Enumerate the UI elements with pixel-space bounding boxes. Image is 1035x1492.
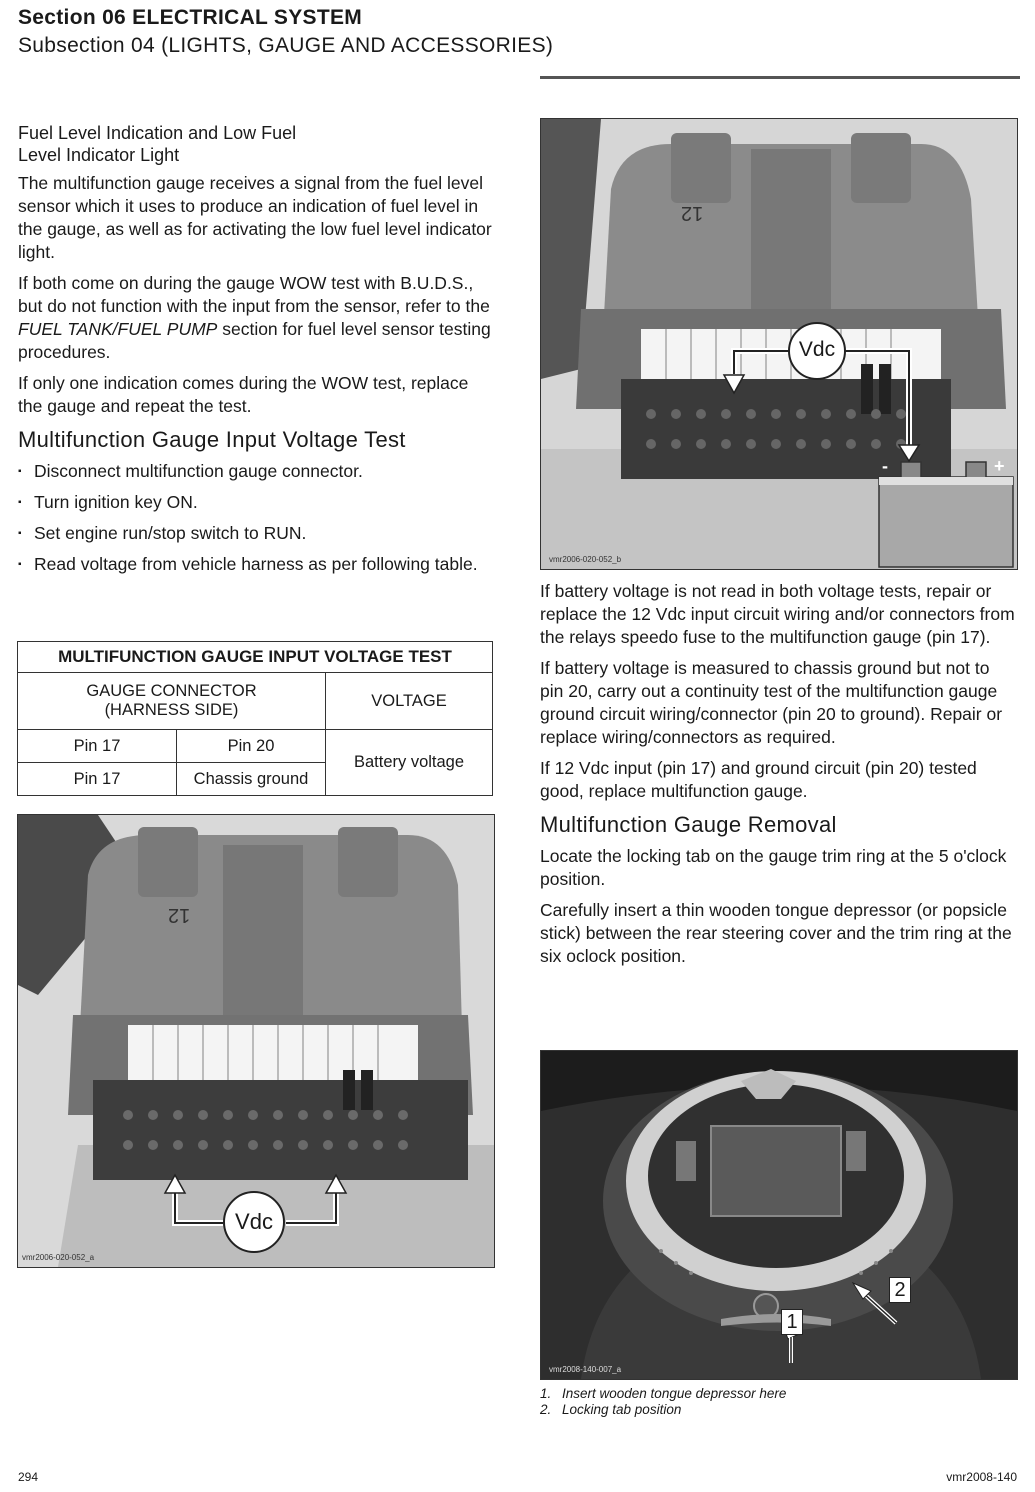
fuel-heading-line1: Fuel Level Indication and Low Fuel [18, 123, 297, 143]
table-header-connector [18, 673, 326, 730]
voltage-test-table [17, 641, 493, 796]
figure-id: vmr2008-140-007_a [549, 1365, 622, 1374]
diagnosis-paragraph-3: If 12 Vdc input (pin 17) and ground circuit (pin 20) tested good, replace multifunction gauge. [540, 758, 977, 801]
connector-photo-figure-b [540, 118, 1018, 570]
step-item: ▪ Turn ignition key ON. [18, 491, 494, 514]
table-cell: Pin 17 [18, 730, 177, 763]
test-steps-list [18, 460, 494, 576]
figure-legend [540, 1386, 786, 1418]
connector-pin-mark: 12 [681, 202, 704, 224]
callout-1: 1 [781, 1309, 803, 1335]
diagnosis-paragraph-1: If battery voltage is not read in both voltage tests, repair or replace the 12 Vdc input circuit wiring and/or connectors from the relays speedo fuse to the multifunction gauge (pin 17). [540, 581, 1015, 647]
gauge-removal-heading: Multifunction Gauge Removal [540, 812, 837, 837]
removal-paragraph-2: Carefully insert a thin wooden tongue depressor (or popsicle stick) between the rear steering cover and the trim ring at the six oclock position. [540, 900, 1012, 966]
legend-text: Locking tab position [562, 1402, 682, 1417]
table-caption: MULTIFUNCTION GAUGE INPUT VOLTAGE TEST [18, 642, 493, 673]
gauge-removal-photo [541, 1051, 1017, 1379]
vdc-label: Vdc [798, 338, 836, 361]
figure-id: vmr2006-020-052_a [22, 1253, 95, 1262]
vdc-label: Vdc [235, 1209, 273, 1234]
fuel-level-heading [18, 122, 494, 166]
callout-2: 2 [889, 1277, 911, 1303]
diagnosis-paragraph-2: If battery voltage is measured to chassis ground but not to pin 20, carry out a continuity test of the multifunction gauge ground circuit wiring/connector (pin 20 to ground). Repair or replace wiring/connectors as required. [540, 658, 1003, 747]
figure-id: vmr2006-020-052_b [549, 555, 622, 564]
para2-end: section for fuel level sensor testing procedures. [18, 319, 491, 362]
legend-text: Insert wooden tongue depressor here [562, 1386, 787, 1401]
gauge-removal-figure [540, 1050, 1018, 1380]
battery-plus-label: + [994, 456, 1005, 476]
removal-paragraph-1: Locate the locking tab on the gauge trim ring at the 5 o'clock position. [540, 846, 1007, 889]
step-item: ▪ Read voltage from vehicle harness as per following table. [18, 553, 494, 576]
fuel-paragraph-3: If only one indication comes during the WOW test, replace the gauge and repeat the test. [18, 373, 469, 416]
fuel-paragraph-2 [18, 272, 494, 364]
step-item: ▪ Set engine run/stop switch to RUN. [18, 522, 494, 545]
fuel-paragraph-1: The multifunction gauge receives a signal from the fuel level sensor which it uses to produce an indication of fuel level in the gauge, as well as for activating the low fuel level indicator light. [18, 173, 492, 262]
battery-minus-label: - [882, 456, 888, 476]
connector-pin-mark: 12 [168, 904, 191, 926]
connector-photo-b [541, 119, 1017, 569]
page-number: 294 [18, 1470, 39, 1484]
fuel-heading-line2: Level Indicator Light [18, 145, 180, 165]
para2-start: If both come on during the gauge WOW test with B.U.D.S., but do not function with the input from the sensor, refer to the [18, 273, 490, 316]
table-cell-voltage: Battery voltage [326, 730, 493, 796]
connector-header-line2: (HARNESS SIDE) [104, 701, 239, 719]
legend-item [540, 1386, 786, 1402]
right-column [540, 580, 1016, 976]
legend-number: 1. [540, 1386, 552, 1401]
connector-header-line1: GAUGE CONNECTOR [86, 682, 257, 700]
table-cell: Chassis ground [177, 763, 326, 796]
voltage-test-heading: Multifunction Gauge Input Voltage Test [18, 427, 406, 452]
left-column [18, 122, 494, 584]
connector-photo-a [18, 815, 494, 1267]
subsection-title: Subsection 04 (LIGHTS, GAUGE AND ACCESSORIES) [18, 34, 554, 57]
header-rule [540, 76, 1020, 79]
fuel-tank-reference-link[interactable]: FUEL TANK/FUEL PUMP [18, 319, 218, 339]
step-item: ▪ Disconnect multifunction gauge connector. [18, 460, 494, 483]
table-cell: Pin 17 [18, 763, 177, 796]
connector-photo-figure-a [17, 814, 495, 1268]
legend-number: 2. [540, 1402, 552, 1417]
document-code: vmr2008-140 [946, 1470, 1017, 1484]
table-header-voltage: VOLTAGE [326, 673, 493, 730]
section-title: Section 06 ELECTRICAL SYSTEM [18, 6, 363, 29]
table-cell: Pin 20 [177, 730, 326, 763]
legend-item [540, 1402, 786, 1418]
